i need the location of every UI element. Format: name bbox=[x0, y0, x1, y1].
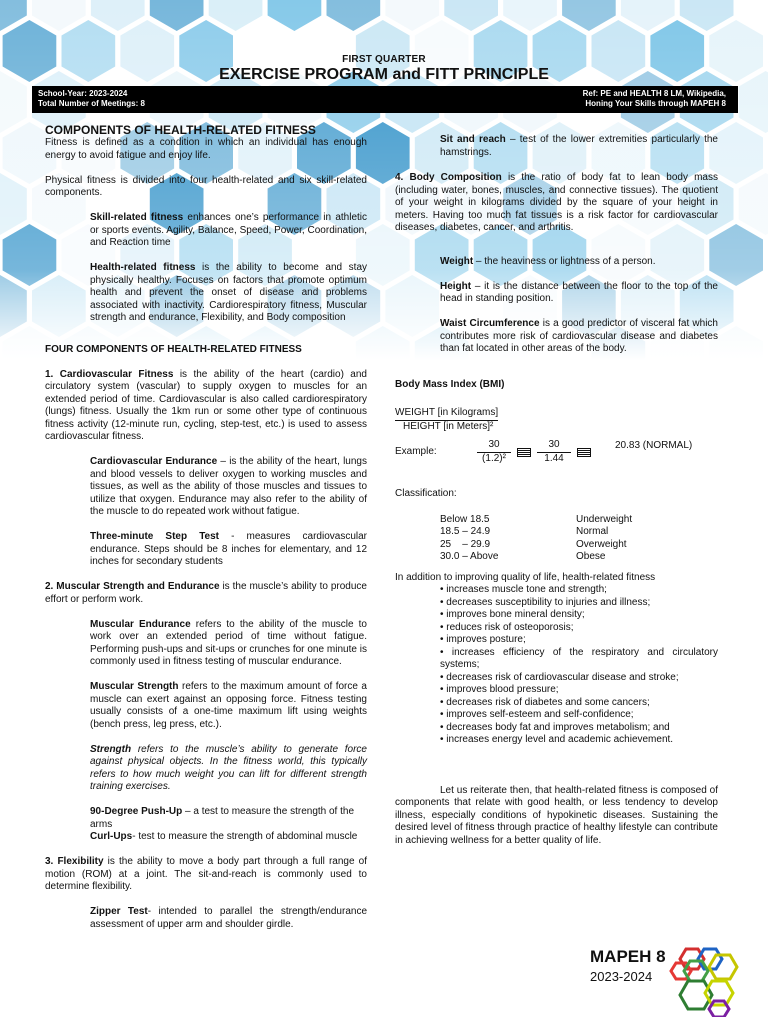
info-bar bbox=[32, 86, 738, 113]
skill-related-paragraph: Skill-related fitness enhances one’s performance in athletic or sports events. Agility, Balance, Speed, Power, Coordination, and Reaction time bbox=[90, 212, 368, 248]
example-result: 20.83 (NORMAL) bbox=[615, 439, 693, 451]
quarter-label: FIRST QUARTER bbox=[342, 54, 426, 65]
example-fraction-1: $\frac{30}{\text{(1.2)²}}$ bbox=[477, 439, 511, 465]
muscular-paragraph: 2. Muscular Strength and Endurance is the muscle’s ability to produce effort or perform work. bbox=[45, 581, 367, 605]
classification-row bbox=[440, 526, 718, 539]
reference-line-1: Ref: PE and HEALTH 8 LM, Wikipedia, bbox=[582, 89, 726, 98]
benefit-item: • reduces risk of osteoporosis; bbox=[440, 621, 574, 633]
classification-row bbox=[440, 539, 718, 552]
strength-paragraph: Strength refers to the muscle’s ability to generate force against physical objects. In the fitness world, this typically refers to how much weight you can lift for different strength training exercises. bbox=[90, 743, 367, 792]
push-up-paragraph: 90-Degree Push-Up – a test to measure the strength of the arms bbox=[90, 806, 355, 830]
page-title: EXERCISE PROGRAM and FITT PRINCIPLE bbox=[219, 66, 549, 83]
intro-paragraph: Fitness is defined as a condition in which an individual has enough energy to avoid fatigue and enjoy life. bbox=[45, 137, 367, 161]
waist-paragraph: Waist Circumference is a good predictor of visceral fat which contributes more risk of cardiovascular disease and diabetes than fat located in other areas of the body. bbox=[440, 318, 718, 354]
closing-paragraph: Let us reiterate then, that health-related fitness is composed of components that relate with good health, or less tendency to develop illness, especially conditions of hypokinetic diseases. Sustaining the desired level of fitness through practice of healthy lifestyle can contribute in achieving wellness for a better quality of life. bbox=[395, 784, 718, 846]
benefit-item: • improves posture; bbox=[440, 634, 526, 645]
year-label: 2023-2024 bbox=[590, 969, 653, 984]
reference-line-2: Honing Your Skills through MAPEH 8 bbox=[585, 99, 726, 108]
cardiovascular-paragraph: 1. Cardiovascular Fitness is the ability of the heart (cardio) and circulatory system (vascular) to supply oxygen to muscles for an extended period of time. Cardiovascular is also called cardiorespiratory (lungs) fitness. Usually the 1km run or some other type of continuous fitness activity (12-minute run, cycling, step-test, etc.) is used to assess cardiovascular fitness. bbox=[45, 368, 367, 442]
hexagon-logo-icon bbox=[668, 945, 758, 1017]
benefit-item: • improves self-esteem and self-confidence; bbox=[440, 709, 634, 720]
left-column bbox=[45, 123, 367, 931]
intro-paragraph-2: Physical fitness is divided into four health-related and six skill-related components. bbox=[45, 174, 367, 198]
muscular-strength-paragraph: Muscular Strength refers to the maximum amount of force a muscle can exert against an opposing force. Fitness testing usually consists of a one-time maximum lift using weights (bench press, leg press, etc.). bbox=[90, 681, 367, 730]
benefit-item: • decreases body fat and improves metabolism; and bbox=[440, 721, 670, 733]
benefit-item: • decreases susceptibility to injuries and illness; bbox=[440, 596, 651, 608]
equals-icon bbox=[517, 448, 531, 457]
bmi-category: Underweight bbox=[576, 513, 633, 525]
benefit-item: • increases energy level and academic achievement. bbox=[440, 734, 674, 745]
health-related-paragraph: Health-related fitness is the ability to become and stay physically healthy. Focuses on factors that promote optimum health and prevent the onset of disease and problems associated with inactivity. Cardiorespiratory fitness, Muscular strength and endurance, Flexibility, and Body composition bbox=[90, 262, 368, 323]
weight-paragraph: Weight – the heaviness or lightness of a person. bbox=[440, 255, 656, 267]
page-header bbox=[0, 54, 768, 84]
bmi-denominator: HEIGHT [in Meters]² bbox=[403, 420, 494, 432]
benefit-item: • increases efficiency of the respiratory and circulatory systems; bbox=[440, 646, 718, 670]
section-heading: COMPONENTS OF HEALTH-RELATED FITNESS bbox=[45, 123, 316, 137]
bmi-range: 18.5 – 24.9 bbox=[440, 526, 491, 537]
step-test-paragraph: Three-minute Step Test - measures cardiovascular endurance. Steps should be 8 inches for elementary, and 12 inches for secondary students bbox=[90, 531, 367, 567]
benefit-item: • improves blood pressure; bbox=[440, 684, 559, 695]
school-year: School-Year: 2023-2024 bbox=[38, 89, 128, 98]
bmi-range: 30.0 – Above bbox=[440, 551, 499, 562]
four-components-heading: FOUR COMPONENTS OF HEALTH-RELATED FITNESS bbox=[45, 343, 302, 355]
bmi-formula bbox=[395, 407, 718, 433]
body-composition-paragraph: 4. Body Composition is the ratio of body fat to lean body mass (including water, bones, muscles, and connective tissues). The quotient of your weight in kilograms divided by the square of your height in meters. Having too much fat tissues is a risk factor for cardiovascular diseases, diabetes, cancer, and arthritis. bbox=[395, 172, 718, 233]
bmi-heading: Body Mass Index (BMI) bbox=[395, 378, 505, 390]
classification-row bbox=[440, 514, 718, 527]
sit-and-reach-paragraph: Sit and reach – test of the lower extremities particularly the hamstrings. bbox=[440, 134, 718, 158]
benefit-item: • increases muscle tone and strength; bbox=[440, 584, 607, 595]
equals-icon bbox=[577, 448, 591, 457]
bmi-numerator: WEIGHT [in Kilograms] bbox=[395, 407, 498, 421]
classification-row bbox=[440, 551, 718, 564]
bmi-range: Below 18.5 bbox=[440, 513, 490, 525]
classification-table bbox=[440, 514, 718, 564]
example-label: Example: bbox=[395, 445, 437, 457]
total-meetings: Total Number of Meetings: 8 bbox=[38, 99, 145, 108]
subject-label: MAPEH 8 bbox=[590, 947, 666, 966]
bmi-range: 25 – 29.9 bbox=[440, 538, 491, 550]
benefit-item: • decreases risk of diabetes and some cancers; bbox=[440, 696, 650, 708]
term: Skill-related fitness bbox=[90, 212, 184, 223]
cardio-endurance-paragraph: Cardiovascular Endurance – is the ability of the heart, lungs and blood vessels to deliver oxygen to working muscles and tissues, as well as the ability of those muscles and tissues to utilize that oxygen. Endurance may also refer to the ability of the muscle to do repeated work without fatigue. bbox=[90, 456, 367, 517]
flexibility-paragraph: 3. Flexibility is the ability to move a body part through a full range of motion (ROM) at a joint. The sit-and-reach is commonly used to determine flexibility. bbox=[45, 856, 367, 892]
bmi-category: Obese bbox=[576, 551, 606, 562]
example-fraction-2: $\frac{30}{1.44}$ bbox=[537, 439, 571, 465]
benefits-intro: In addition to improving quality of life, health-related fitness bbox=[395, 571, 656, 583]
muscular-endurance-paragraph: Muscular Endurance refers to the ability of the muscle to work over an extended period of time without fatigue. Performing push-ups and sit-ups or crunches for one minute is commonly used in fitness testing of muscular endurance. bbox=[90, 618, 367, 667]
term: Health-related fitness bbox=[90, 262, 196, 273]
curl-ups-paragraph: Curl-Ups- test to measure the strength of abdominal muscle bbox=[90, 831, 358, 842]
right-column bbox=[395, 134, 718, 847]
bmi-category: Normal bbox=[576, 526, 609, 537]
zipper-test-paragraph: Zipper Test- intended to parallel the strength/endurance assessment of upper arm and shoulder girdle. bbox=[90, 906, 368, 930]
classification-label: Classification: bbox=[395, 488, 457, 499]
benefit-item: • improves bone mineral density; bbox=[440, 609, 585, 620]
benefits-list bbox=[440, 584, 718, 747]
bmi-category: Overweight bbox=[576, 538, 627, 550]
benefit-item: • decreases risk of cardiovascular disease and stroke; bbox=[440, 671, 679, 683]
bmi-example bbox=[395, 439, 718, 465]
height-paragraph: Height – it is the distance between the floor to the top of the head in standing position. bbox=[440, 280, 718, 304]
